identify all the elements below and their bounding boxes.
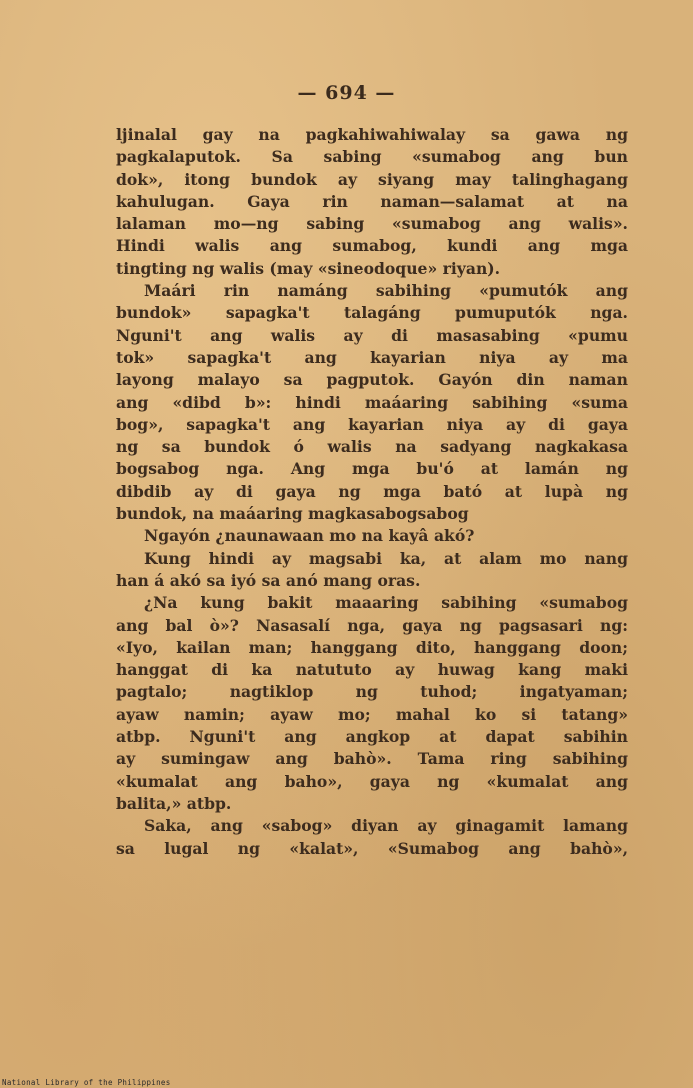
text-line: ang «dibd b»: hindi maáaring sabihing «suma [116, 392, 628, 412]
text-line: han á akó sa iyó sa anó mang oras. [116, 570, 421, 590]
body-text [116, 124, 628, 860]
text-line: atbp. Nguni't ang angkop at dapat sabihin [116, 727, 628, 747]
text-line: ljinalal gay na pagkahiwahiwalay sa gawa ng [116, 125, 628, 144]
text-line: kahulugan. Gaya rin naman—salamat at na [116, 191, 628, 211]
text-line: hanggat di ka natututo ay huwag kang maki [116, 660, 628, 680]
text-line: pagkalaputok. Sa sabing «sumabog ang bun [116, 147, 628, 167]
text-line: Saka, ang «sabog» diyan ay ginagamit lamang [144, 816, 628, 836]
text-line: «kumalat ang baho», gaya ng «kumalat ang [116, 771, 628, 791]
text-line: dibdib ay di gaya ng mga bató at lupà ng [116, 481, 628, 501]
text-line: ayaw namin; ayaw mo; mahal ko si tatang» [116, 704, 628, 724]
page-number: — 694 — [297, 82, 396, 104]
text-line: pagtalo; nagtiklop ng tuhod; ingatyaman; [116, 682, 628, 702]
text-line: «Iyo, kailan man; hanggang dito, hanggang doon; [116, 637, 628, 657]
text-line: bundok, na maáaring magkasabogsabog [116, 504, 469, 524]
text-line: bog», sapagka't ang kayarian niya ay di gaya [116, 414, 628, 434]
text-line: ¿Na kung bakit maaaring sabihing «sumabog [144, 593, 628, 613]
text-line: ang bal ò»? Nasasalí nga, gaya ng pagsasari ng: [116, 615, 628, 635]
text-line: ay sumingaw ang bahò». Tama ring sabihing [116, 749, 628, 769]
library-watermark: National Library of the Philippines [2, 1078, 171, 1087]
text-line: bogsabog nga. Ang mga bu'ó at lamán ng [116, 459, 628, 479]
text-line: bundok» sapagka't talagáng pumuputók nga. [116, 303, 628, 323]
text-line: layong malayo sa pagputok. Gayón din naman [116, 370, 628, 390]
text-line: Ngayón ¿naunawaan mo na kayâ akó? [144, 526, 475, 546]
text-line: tingting ng walis (may «sineodoque» riyan). [116, 258, 501, 278]
text-line: dok», itong bundok ay siyang may talinghagang [116, 169, 628, 189]
text-line: lalaman mo—ng sabing «sumabog ang walis». [116, 214, 628, 234]
text-line: sa lugal ng «kalat», «Sumabog ang bahò», [116, 838, 628, 858]
text-line: ng sa bundok ó walis na sadyang nagkakasa [116, 437, 628, 457]
text-line: Kung hindi ay magsabi ka, at alam mo nang [144, 548, 628, 568]
text-line: balita,» atbp. [116, 793, 232, 813]
text-line: Nguni't ang walis ay di masasabing «pumu [116, 325, 628, 345]
text-line: tok» sapagka't ang kayarian niya ay ma [116, 347, 628, 367]
text-line: Maári rin namáng sabihing «pumutók ang [144, 281, 628, 301]
text-line: Hindi walis ang sumabog, kundi ang mga [116, 236, 628, 256]
